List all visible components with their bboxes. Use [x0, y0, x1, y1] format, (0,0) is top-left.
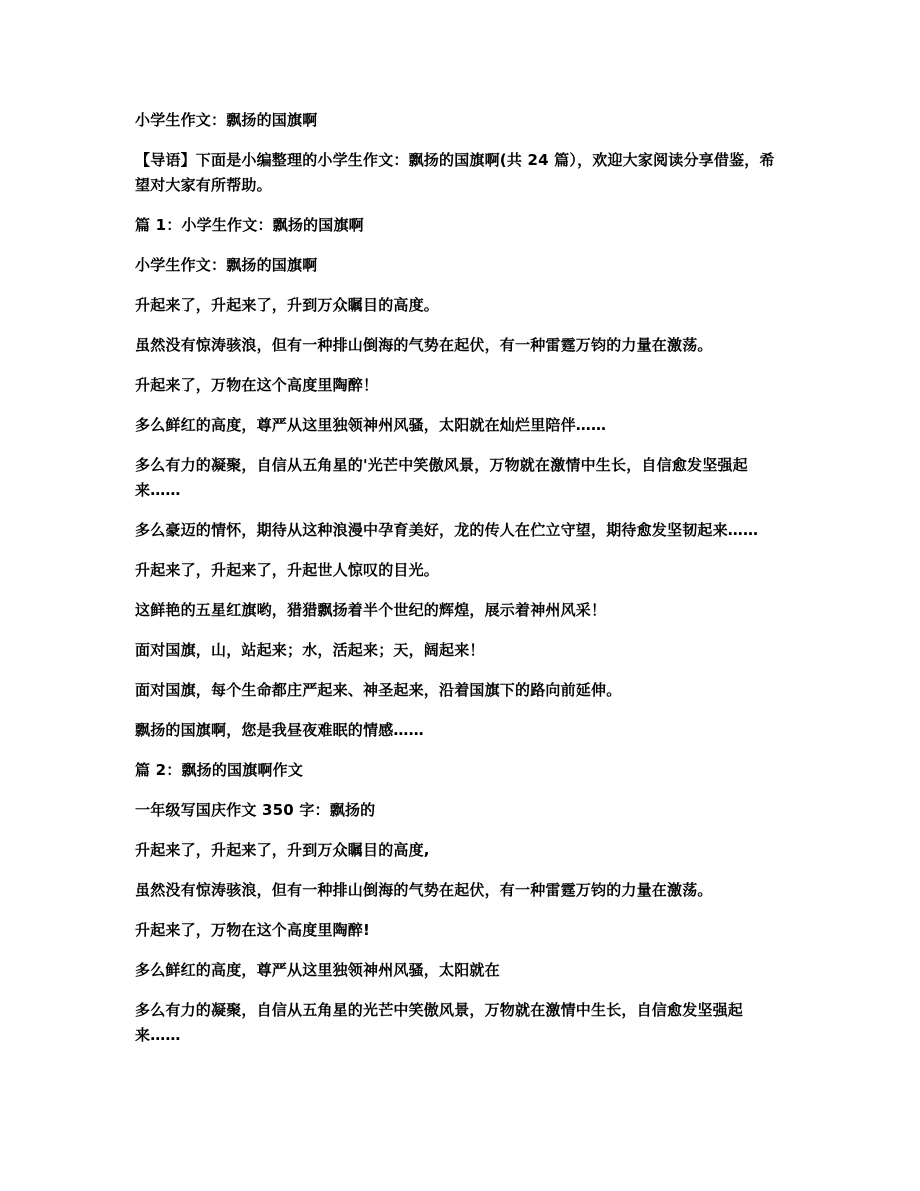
paragraph: 多么豪迈的情怀，期待从这种浪漫中孕育美好，龙的传人在伫立守望，期待愈发坚韧起来…… — [135, 521, 759, 539]
paragraph: 升起来了，升起来了，升起世人惊叹的目光。 — [135, 561, 440, 579]
paragraph: 飘扬的国旗啊，您是我昼夜难眠的情感…… — [135, 721, 424, 739]
paragraph: 虽然没有惊涛骇浪，但有一种排山倒海的气势在起伏，有一种雷霆万钧的力量在激荡。 — [135, 336, 713, 354]
paragraph: 面对国旗，山，站起来；水，活起来；天，阔起来！ — [135, 641, 485, 659]
paragraph: 升起来了，万物在这个高度里陶醉！ — [135, 376, 379, 394]
paragraph: 多么有力的凝聚，自信从五角星的'光芒中笑傲风景，万物就在激情中生长，自信愈发坚强起来…… — [135, 456, 748, 499]
intro-paragraph: 【导语】下面是小编整理的小学生作文：飘扬的国旗啊(共 24 篇），欢迎大家阅读分享借鉴，希望对大家有所帮助。 — [135, 151, 775, 194]
paragraph: 多么鲜红的高度，尊严从这里独领神州风骚，太阳就在 — [135, 961, 500, 979]
paragraph: 面对国旗，每个生命都庄严起来、神圣起来，沿着国旗下的路向前延伸。 — [135, 681, 622, 699]
paragraph: 多么有力的凝聚，自信从五角星的光芒中笑傲风景，万物就在激情中生长，自信愈发坚强起来…… — [135, 1001, 744, 1044]
document-page — [135, 108, 787, 1063]
section-heading-1: 篇 1：小学生作文：飘扬的国旗啊 — [135, 216, 364, 234]
paragraph: 升起来了，升起来了，升到万众瞩目的高度。 — [135, 296, 440, 314]
paragraph: 升起来了，万物在这个高度里陶醉! — [135, 921, 371, 939]
paragraph: 多么鲜红的高度，尊严从这里独领神州风骚，太阳就在灿烂里陪伴…… — [135, 416, 607, 434]
article-title-2: 一年级写国庆作文 350 字：飘扬的 — [135, 801, 376, 819]
paragraph: 这鲜艳的五星红旗哟，猎猎飘扬着半个世纪的辉煌，展示着神州风采！ — [135, 601, 607, 619]
paragraph: 虽然没有惊涛骇浪，但有一种排山倒海的气势在起伏，有一种雷霆万钧的力量在激荡。 — [135, 881, 713, 899]
paragraph: 升起来了，升起来了，升到万众瞩目的高度, — [135, 841, 430, 859]
section-heading-2: 篇 2：飘扬的国旗啊作文 — [135, 761, 304, 779]
article-title-1: 小学生作文：飘扬的国旗啊 — [135, 256, 318, 274]
document-title: 小学生作文：飘扬的国旗啊 — [135, 111, 318, 129]
